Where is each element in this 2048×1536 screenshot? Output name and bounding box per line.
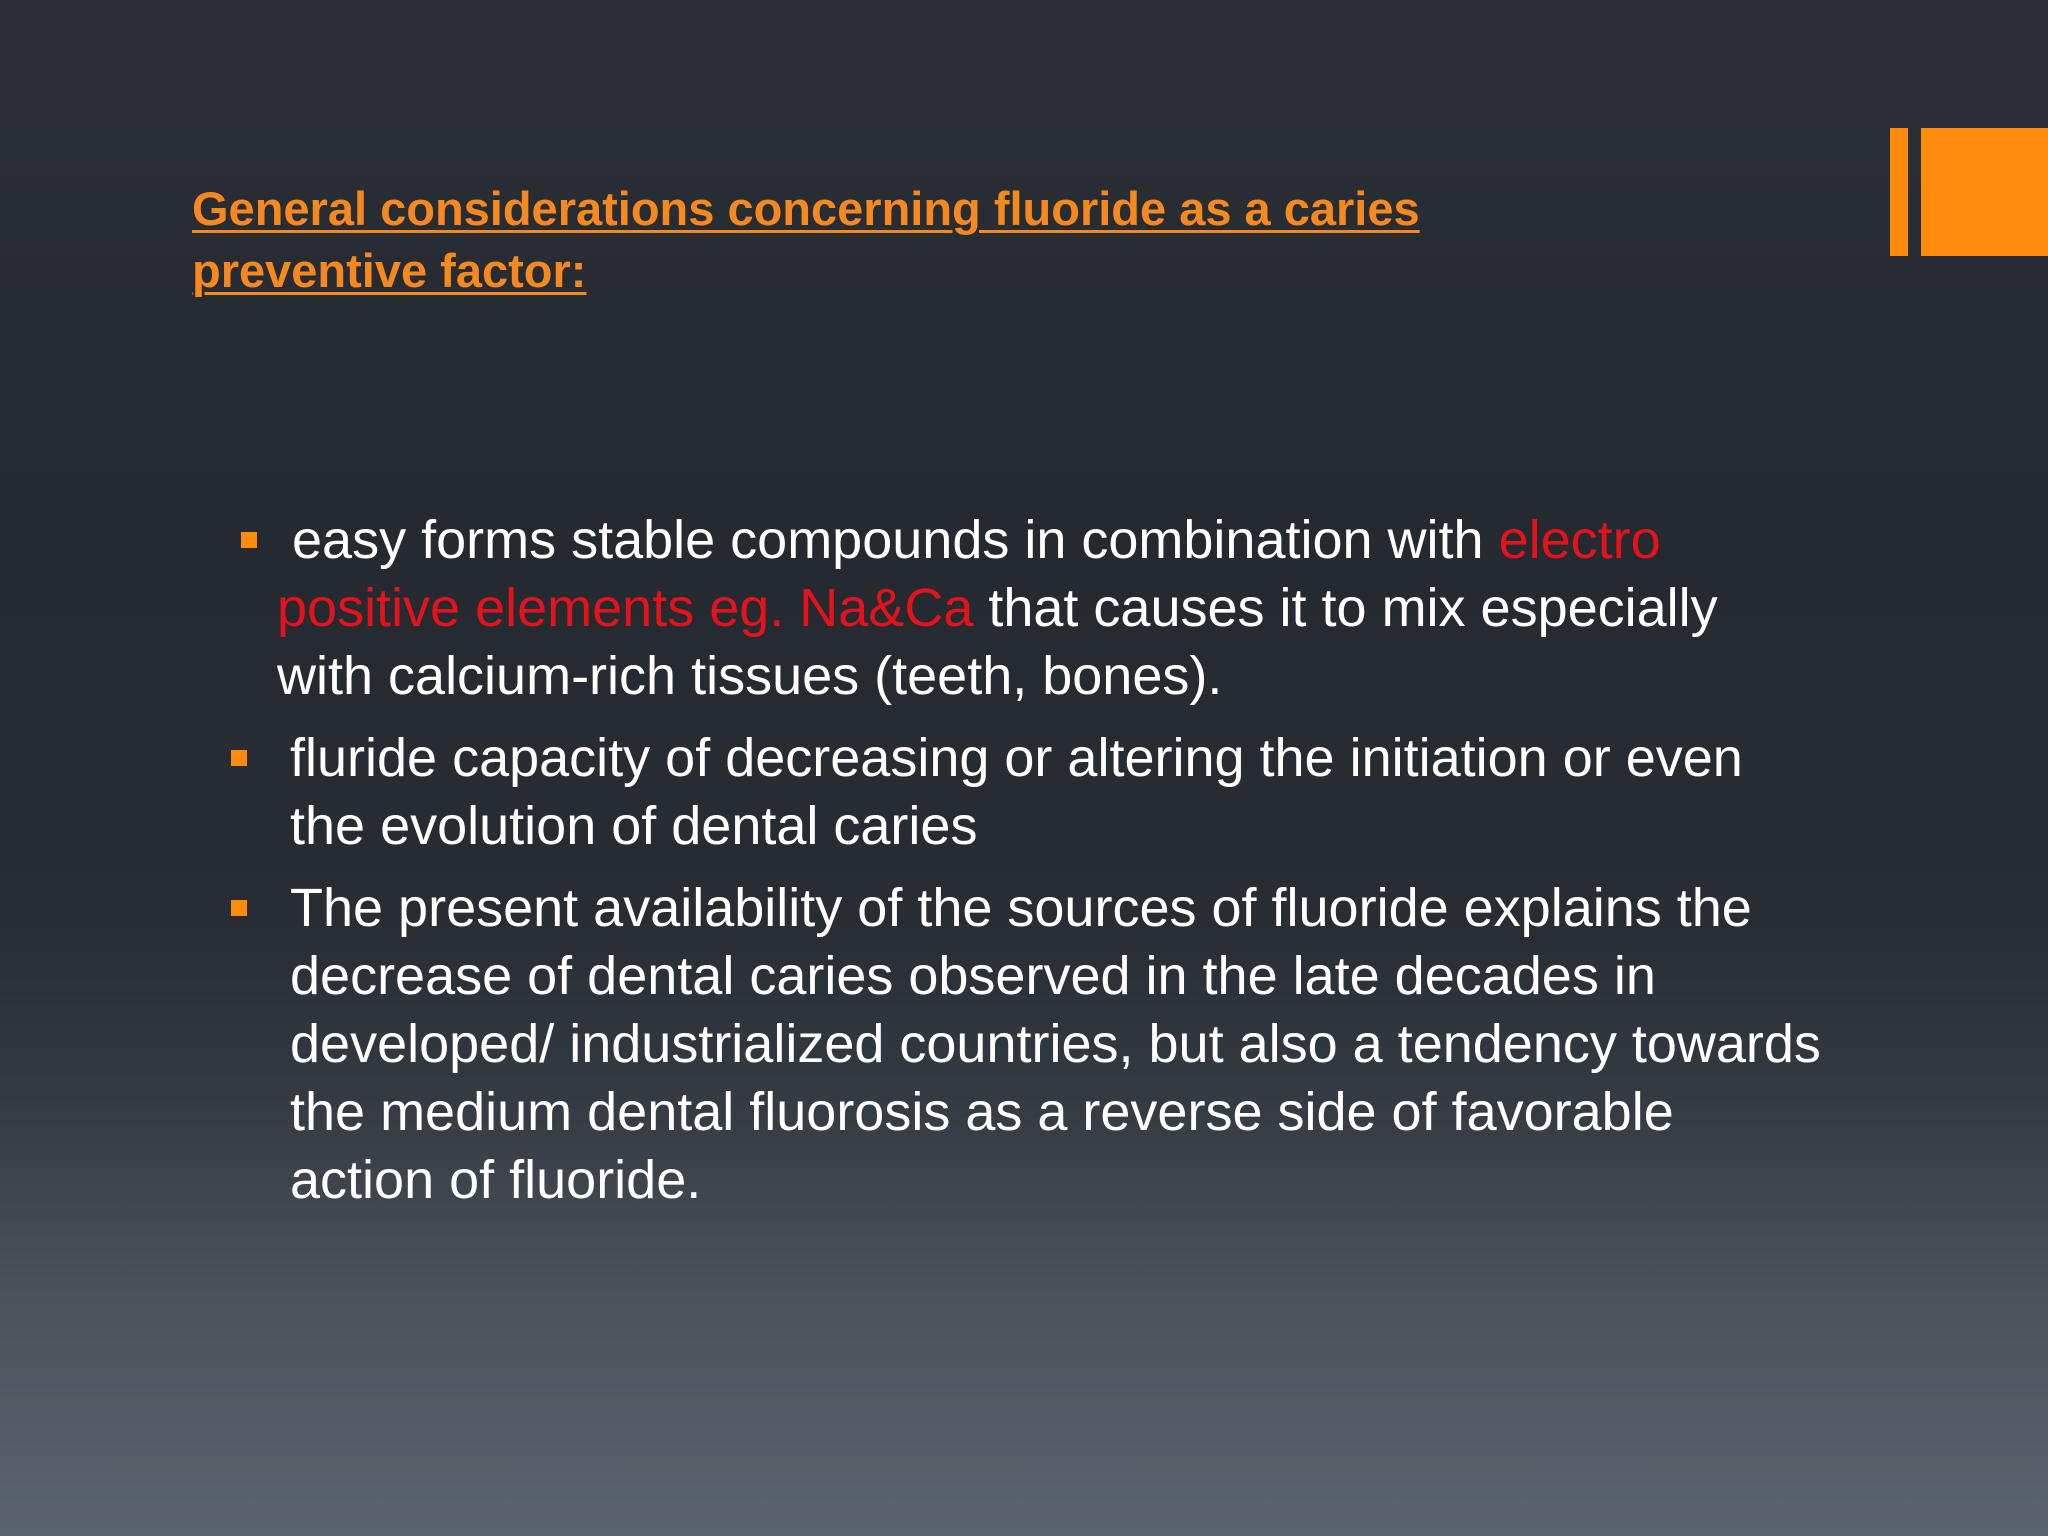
square-bullet-icon	[241, 532, 257, 548]
bullet-first-line	[0, 506, 2048, 574]
bullet-text: The present availability of the sources of fluoride explains the decrease of dental caries observed in the late decades in developed/ industrialized countries, but also a tendency towards the medium dental fluorosis as a reverse side of favorable action of fluoride.	[290, 878, 1821, 1210]
square-bullet-icon	[231, 900, 247, 916]
bullet-item	[0, 724, 2048, 860]
bullet-list	[0, 506, 2048, 1228]
bullet-item	[0, 506, 2048, 710]
bullet-item	[0, 874, 2048, 1214]
slide-title	[192, 178, 1592, 302]
bullet-text-continued: that causes it to mix especially with calcium-rich tissues (teeth, bones).	[277, 578, 1718, 706]
square-bullet-icon	[231, 750, 247, 766]
accent-block	[1921, 128, 2048, 256]
bullet-continuation	[0, 574, 1827, 710]
slide-title-line-2: preventive factor:	[192, 244, 587, 297]
accent-bar-thin	[1890, 128, 1908, 256]
bullet-text: easy forms stable compounds in combination with	[292, 510, 1499, 570]
highlighted-term-continued: positive elements eg. Na&Ca	[277, 578, 974, 638]
bullet-text: fluride capacity of decreasing or altering the initiation or even the evolution of dental caries	[290, 728, 1743, 856]
highlighted-term: electro	[1498, 510, 1661, 570]
slide-title-line-1: General considerations concerning fluoride as a caries	[192, 182, 1420, 235]
